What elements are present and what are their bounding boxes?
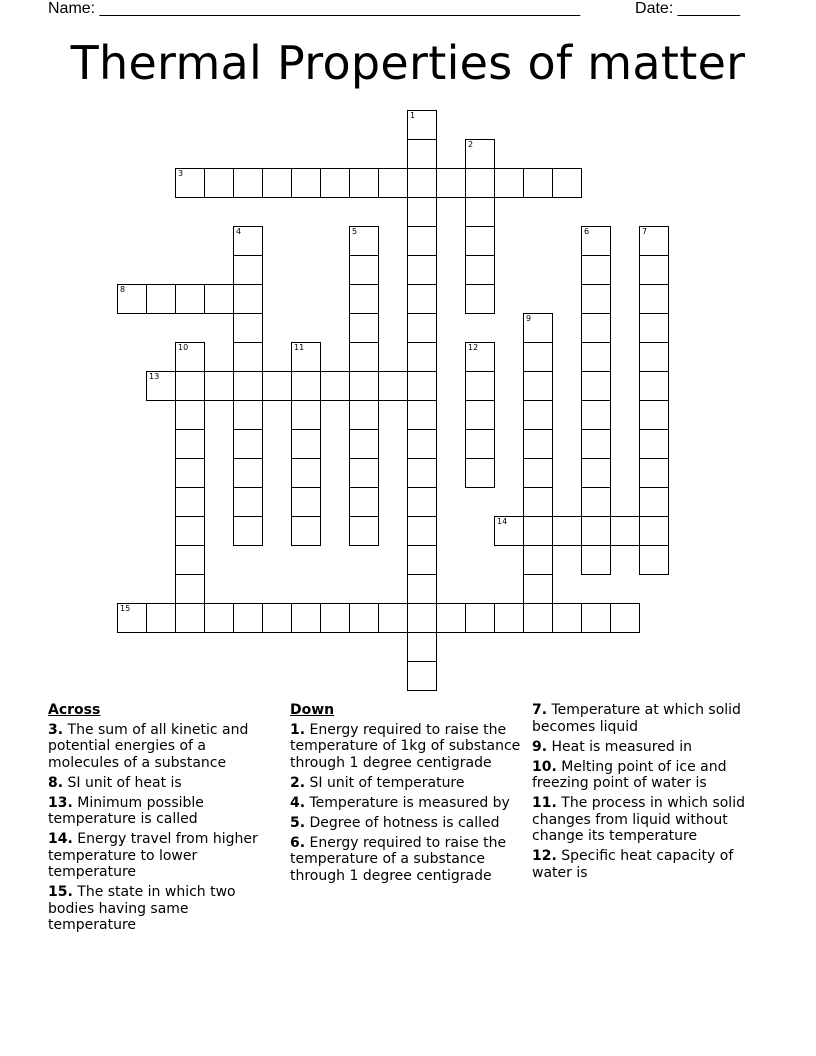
- grid-cell[interactable]: [175, 342, 205, 372]
- grid-cell[interactable]: [349, 603, 379, 633]
- grid-cell[interactable]: [175, 371, 205, 401]
- grid-cell[interactable]: [407, 139, 437, 169]
- down-clue-list-continued: [532, 702, 772, 881]
- grid-cell[interactable]: [581, 255, 611, 285]
- grid-cell[interactable]: [291, 342, 321, 372]
- grid-cell[interactable]: [407, 284, 437, 314]
- grid-cell[interactable]: [407, 574, 437, 604]
- grid-cell[interactable]: [639, 255, 669, 285]
- grid-cell[interactable]: [233, 516, 263, 546]
- clue-item: [48, 831, 280, 881]
- grid-cell[interactable]: [523, 313, 553, 343]
- grid-cell[interactable]: [610, 516, 640, 546]
- grid-cell[interactable]: [349, 487, 379, 517]
- grid-cell[interactable]: [117, 603, 147, 633]
- down-clues-continued-column: [532, 702, 772, 885]
- grid-cell[interactable]: [639, 458, 669, 488]
- clue-number: 6: [584, 227, 590, 236]
- grid-cell[interactable]: [436, 168, 466, 198]
- grid-cell[interactable]: [233, 255, 263, 285]
- grid-cell[interactable]: [407, 516, 437, 546]
- grid-cell[interactable]: [465, 226, 495, 256]
- grid-cell[interactable]: [407, 545, 437, 575]
- grid-cell[interactable]: [639, 545, 669, 575]
- date-field-label: Date: _______: [635, 0, 740, 17]
- grid-cell[interactable]: [465, 197, 495, 227]
- grid-cell[interactable]: [523, 371, 553, 401]
- grid-cell[interactable]: [407, 168, 437, 198]
- grid-cell[interactable]: [175, 458, 205, 488]
- grid-cell[interactable]: [465, 342, 495, 372]
- grid-cell[interactable]: [175, 545, 205, 575]
- grid-cell[interactable]: [407, 487, 437, 517]
- clue-item: [532, 702, 772, 735]
- grid-cell[interactable]: [320, 603, 350, 633]
- grid-cell[interactable]: [291, 371, 321, 401]
- grid-cell[interactable]: [639, 487, 669, 517]
- clue-number: 5: [352, 227, 358, 236]
- grid-cell[interactable]: [465, 168, 495, 198]
- grid-cell[interactable]: [262, 603, 292, 633]
- page-title: Thermal Properties of matter: [70, 36, 746, 90]
- grid-cell[interactable]: [407, 342, 437, 372]
- grid-cell[interactable]: [465, 429, 495, 459]
- grid-cell[interactable]: [523, 342, 553, 372]
- grid-cell[interactable]: [349, 226, 379, 256]
- grid-cell[interactable]: [465, 458, 495, 488]
- clue-item-number: 4.: [290, 794, 306, 811]
- grid-cell[interactable]: [581, 545, 611, 575]
- grid-cell[interactable]: [349, 342, 379, 372]
- grid-cell[interactable]: [320, 371, 350, 401]
- grid-cell[interactable]: [146, 284, 176, 314]
- grid-cell[interactable]: [291, 458, 321, 488]
- clue-item-text: Minimum possible temperature is called: [48, 794, 204, 827]
- clue-item: [290, 775, 522, 792]
- clue-item-number: 13.: [48, 794, 73, 811]
- grid-cell[interactable]: [523, 487, 553, 517]
- clue-number: 8: [120, 285, 126, 294]
- grid-cell[interactable]: [407, 226, 437, 256]
- grid-cell[interactable]: [465, 139, 495, 169]
- clue-item-text: Temperature at which solid becomes liquid: [532, 702, 741, 735]
- clue-item: [290, 835, 522, 885]
- grid-cell[interactable]: [407, 632, 437, 662]
- clue-item-text: The process in which solid changes from liquid without change its temperature: [532, 795, 745, 844]
- grid-cell[interactable]: [581, 603, 611, 633]
- grid-cell[interactable]: [639, 313, 669, 343]
- grid-cell[interactable]: [175, 574, 205, 604]
- grid-cell[interactable]: [204, 284, 234, 314]
- clue-item-text: Energy required to raise the temperature of 1kg of substance through 1 degree centigrade: [290, 721, 521, 771]
- clue-number: 14: [497, 517, 508, 526]
- across-heading: Across: [48, 702, 101, 718]
- grid-cell[interactable]: [552, 168, 582, 198]
- clue-item: [48, 775, 280, 792]
- grid-cell[interactable]: [581, 458, 611, 488]
- grid-cell[interactable]: [581, 313, 611, 343]
- grid-cell[interactable]: [349, 458, 379, 488]
- grid-cell[interactable]: [581, 516, 611, 546]
- clue-number: 10: [178, 343, 189, 352]
- grid-cell[interactable]: [407, 371, 437, 401]
- grid-cell[interactable]: [291, 168, 321, 198]
- grid-cell[interactable]: [639, 516, 669, 546]
- clue-item: [532, 759, 772, 792]
- grid-cell[interactable]: [175, 429, 205, 459]
- grid-cell[interactable]: [552, 516, 582, 546]
- grid-cell[interactable]: [407, 429, 437, 459]
- grid-cell[interactable]: [175, 603, 205, 633]
- clue-item-text: Degree of hotness is called: [305, 814, 500, 831]
- grid-cell[interactable]: [465, 255, 495, 285]
- grid-cell[interactable]: [146, 603, 176, 633]
- grid-cell[interactable]: [494, 516, 524, 546]
- grid-cell[interactable]: [407, 313, 437, 343]
- grid-cell[interactable]: [581, 400, 611, 430]
- grid-cell[interactable]: [291, 516, 321, 546]
- grid-cell[interactable]: [291, 487, 321, 517]
- grid-cell[interactable]: [262, 168, 292, 198]
- grid-cell[interactable]: [233, 487, 263, 517]
- grid-cell[interactable]: [407, 458, 437, 488]
- grid-cell[interactable]: [233, 429, 263, 459]
- clue-item-text: Temperature is measured by: [305, 794, 510, 811]
- grid-cell[interactable]: [233, 284, 263, 314]
- clue-item-number: 5.: [290, 814, 306, 831]
- grid-cell[interactable]: [204, 371, 234, 401]
- grid-cell[interactable]: [175, 284, 205, 314]
- grid-cell[interactable]: [349, 313, 379, 343]
- grid-cell[interactable]: [639, 342, 669, 372]
- grid-cell[interactable]: [494, 168, 524, 198]
- grid-cell[interactable]: [175, 487, 205, 517]
- grid-cell[interactable]: [146, 371, 176, 401]
- grid-cell[interactable]: [407, 661, 437, 691]
- clue-item-text: Energy travel from higher temperature to lower temperature: [48, 831, 258, 880]
- grid-cell[interactable]: [320, 168, 350, 198]
- grid-cell[interactable]: [349, 284, 379, 314]
- grid-cell[interactable]: [610, 603, 640, 633]
- grid-cell[interactable]: [349, 429, 379, 459]
- clue-item-number: 2.: [290, 774, 306, 791]
- clue-item-text: Specific heat capacity of water is: [532, 848, 734, 881]
- clue-number: 4: [236, 227, 242, 236]
- grid-cell[interactable]: [465, 371, 495, 401]
- clue-item-number: 9.: [532, 738, 548, 755]
- clue-item-text: Heat is measured in: [547, 738, 692, 755]
- grid-cell[interactable]: [407, 603, 437, 633]
- grid-cell[interactable]: [523, 168, 553, 198]
- clue-item-text: The sum of all kinetic and potential energies of a molecules of a substance: [48, 721, 249, 771]
- clue-item-number: 6.: [290, 834, 306, 851]
- clue-item-number: 11.: [532, 795, 557, 811]
- clue-item-number: 15.: [48, 884, 73, 900]
- grid-cell[interactable]: [233, 226, 263, 256]
- across-clues-column: [48, 702, 280, 937]
- grid-cell[interactable]: [349, 516, 379, 546]
- clue-item-number: 8.: [48, 774, 64, 791]
- grid-cell[interactable]: [175, 168, 205, 198]
- clue-item: [532, 795, 772, 845]
- grid-cell[interactable]: [349, 168, 379, 198]
- grid-cell[interactable]: [233, 458, 263, 488]
- clue-item-number: 12.: [532, 848, 557, 864]
- grid-cell[interactable]: [349, 255, 379, 285]
- grid-cell[interactable]: [639, 284, 669, 314]
- clue-number: 7: [642, 227, 648, 236]
- grid-cell[interactable]: [639, 371, 669, 401]
- clue-item: [48, 884, 280, 934]
- clue-item-number: 3.: [48, 721, 64, 738]
- down-clues-column: [290, 702, 522, 888]
- grid-cell[interactable]: [581, 487, 611, 517]
- clue-number: 2: [468, 140, 474, 149]
- grid-cell[interactable]: [407, 255, 437, 285]
- grid-cell[interactable]: [204, 603, 234, 633]
- grid-cell[interactable]: [523, 429, 553, 459]
- grid-cell[interactable]: [233, 400, 263, 430]
- clue-item: [532, 848, 772, 881]
- grid-cell[interactable]: [291, 400, 321, 430]
- clue-item: [290, 795, 522, 812]
- grid-cell[interactable]: [639, 226, 669, 256]
- clue-number: 3: [178, 169, 184, 178]
- clue-item: [48, 795, 280, 828]
- clue-item-number: 10.: [532, 758, 557, 775]
- clue-item-text: SI unit of heat is: [63, 774, 182, 791]
- grid-cell[interactable]: [581, 429, 611, 459]
- clue-number: 9: [526, 314, 532, 323]
- grid-cell[interactable]: [552, 603, 582, 633]
- down-heading: Down: [290, 702, 335, 718]
- clue-number: 13: [149, 372, 160, 381]
- grid-cell[interactable]: [378, 603, 408, 633]
- grid-cell[interactable]: [233, 342, 263, 372]
- grid-cell[interactable]: [233, 313, 263, 343]
- clue-number: 15: [120, 604, 131, 613]
- clue-number: 11: [294, 343, 305, 352]
- clue-item-number: 1.: [290, 721, 306, 738]
- grid-cell[interactable]: [436, 603, 466, 633]
- grid-cell[interactable]: [117, 284, 147, 314]
- grid-cell[interactable]: [465, 284, 495, 314]
- grid-cell[interactable]: [581, 284, 611, 314]
- grid-cell[interactable]: [204, 168, 234, 198]
- grid-cell[interactable]: [378, 168, 408, 198]
- grid-cell[interactable]: [465, 400, 495, 430]
- across-clue-list: [48, 722, 280, 934]
- grid-cell[interactable]: [175, 400, 205, 430]
- clue-number: 1: [410, 111, 416, 120]
- grid-cell[interactable]: [494, 603, 524, 633]
- clue-item-text: SI unit of temperature: [305, 774, 465, 791]
- grid-cell[interactable]: [233, 168, 263, 198]
- clue-item-text: Energy required to raise the temperature of a substance through 1 degree centigrade: [290, 834, 507, 884]
- name-field-label: Name: ______________________________________________________: [48, 0, 581, 17]
- grid-cell[interactable]: [639, 400, 669, 430]
- grid-cell[interactable]: [233, 371, 263, 401]
- grid-cell[interactable]: [175, 516, 205, 546]
- clue-item-text: The state in which two bodies having same temperature: [48, 884, 236, 933]
- clue-number: 12: [468, 343, 479, 352]
- clue-item-number: 14.: [48, 831, 73, 847]
- grid-cell[interactable]: [349, 371, 379, 401]
- clue-item: [532, 739, 772, 756]
- grid-cell[interactable]: [465, 603, 495, 633]
- grid-cell[interactable]: [581, 371, 611, 401]
- grid-cell[interactable]: [291, 603, 321, 633]
- clue-item-number: 7.: [532, 702, 548, 718]
- clue-item: [290, 722, 522, 772]
- grid-cell[interactable]: [407, 400, 437, 430]
- grid-cell[interactable]: [378, 371, 408, 401]
- grid-cell[interactable]: [639, 429, 669, 459]
- grid-cell[interactable]: [523, 574, 553, 604]
- clue-item: [290, 815, 522, 832]
- grid-cell[interactable]: [291, 429, 321, 459]
- grid-cell[interactable]: [523, 603, 553, 633]
- clue-item-text: Melting point of ice and freezing point of water is: [532, 758, 727, 791]
- grid-cell[interactable]: [523, 458, 553, 488]
- grid-cell[interactable]: [233, 603, 263, 633]
- grid-cell[interactable]: [523, 400, 553, 430]
- clue-item: [48, 722, 280, 772]
- grid-cell[interactable]: [407, 110, 437, 140]
- grid-cell[interactable]: [523, 516, 553, 546]
- grid-cell[interactable]: [581, 342, 611, 372]
- grid-cell[interactable]: [262, 371, 292, 401]
- grid-cell[interactable]: [581, 226, 611, 256]
- grid-cell[interactable]: [523, 545, 553, 575]
- grid-cell[interactable]: [349, 400, 379, 430]
- grid-cell[interactable]: [407, 197, 437, 227]
- down-clue-list: [290, 722, 522, 885]
